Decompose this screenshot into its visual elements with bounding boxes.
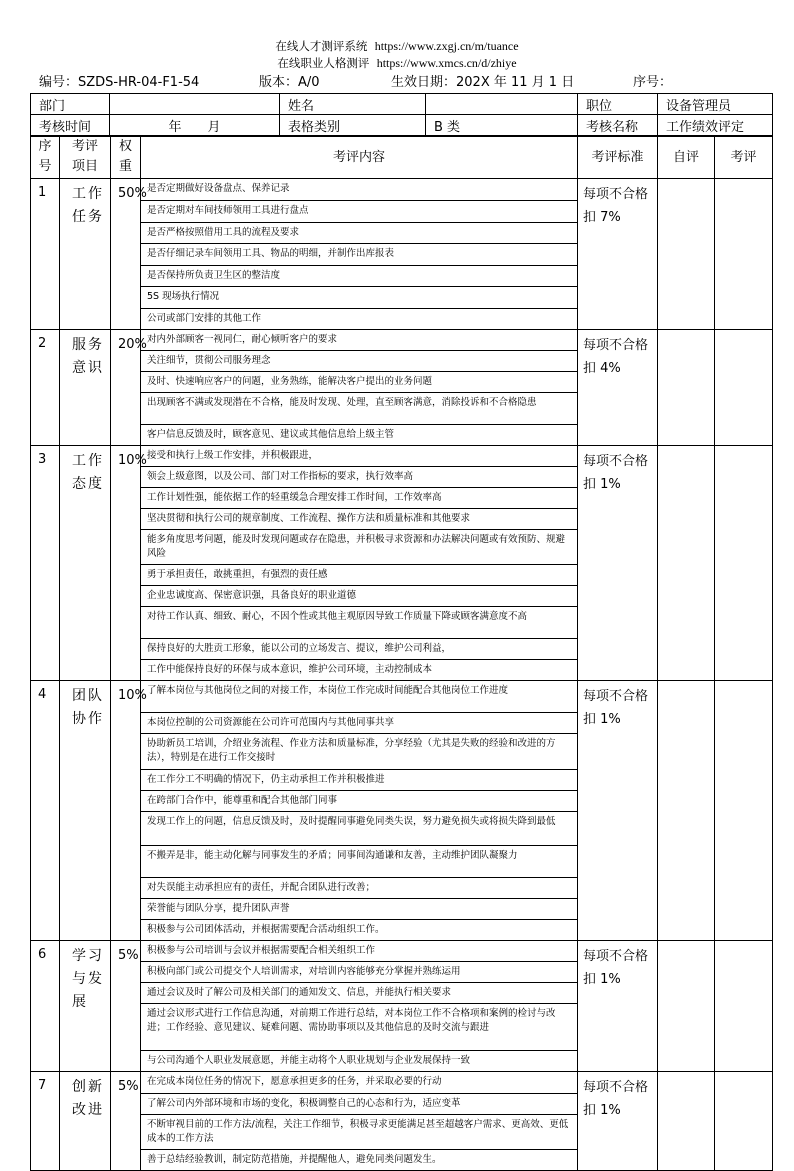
criterion-item: 了解公司内外部环境和市场的变化，积极调整自己的心态和行为，适应变革 [141,1094,577,1115]
criterion-item: 领会上级意图，以及公司、部门对工作指标的要求，执行效率高 [141,467,577,488]
section-name: 创新改进 [60,1072,111,1171]
section-row [31,330,773,446]
col-content: 考评内容 [141,137,578,179]
criterion-item: 工作中能保持良好的环保与成本意识，维护公司环境，主动控制成本 [147,664,433,675]
criterion-item: 保持良好的大胜贡工形象，能以公司的立场发言、提议，维护公司利益， [141,639,577,660]
assess-value: 工作绩效评定 [658,115,773,136]
criterion-item: 通过会议形式进行工作信息沟通，对前期工作进行总结，对本岗位工作不合格项和案例的检讨与改进；工作经验、意见建议、疑难问题、需协助事项以及其他信息的及时交流与跟进 [141,1004,577,1051]
section-weight: 5% [111,1072,141,1171]
self-score-cell[interactable] [658,330,715,446]
formtype-label: 表格类别 [280,115,426,136]
position-label: 职位 [578,94,658,115]
col-item: 考评 项目 [60,137,111,179]
section-items [141,681,578,941]
section-weight: 5% [111,941,141,1072]
criterion-item: 勇于承担责任，敢挑重担，有强烈的责任感 [141,565,577,586]
col-no: 序 号 [31,137,60,179]
section-items [141,1072,578,1171]
section-number: 4 [31,681,60,941]
criterion-item: 积极向部门或公司提交个人培训需求，对培训内容能够充分掌握并熟练运用 [141,962,577,983]
section-row [31,941,773,1072]
review-score-cell[interactable] [715,681,773,941]
criterion-item: 接受和执行上级工作安排，并积极跟进， [141,446,577,467]
doc-serial: 序号： [633,75,673,90]
section-standard: 每项不合格扣 1% [578,446,658,681]
review-score-cell[interactable] [715,446,773,681]
self-score-cell[interactable] [658,179,715,330]
assess-label: 考核名称 [578,115,658,136]
review-score-cell[interactable] [715,941,773,1072]
section-weight: 50% [111,179,141,330]
review-score-cell[interactable] [715,1072,773,1171]
criterion-item: 是否仔细记录车间领用工具、物品的明细，并制作出库报表 [141,244,577,266]
criterion-item: 对失误能主动承担应有的责任，并配合团队进行改善； [141,878,577,899]
criterion-item: 是否定期对车间技师领用工具进行盘点 [141,201,577,223]
dept-label: 部门 [31,94,110,115]
criterion-item: 出现顾客不满或发现潜在不合格，能及时发现、处理，直至顾客满意，消除投诉和不合格隐患 [141,393,577,425]
criterion-item: 关注细节，贯彻公司服务理念 [141,351,577,372]
section-name: 团队协作 [60,681,111,941]
header-label-1: 在线人才测评系统 [275,39,368,53]
info-table [30,93,773,136]
section-items [141,179,578,330]
section-weight: 20% [111,330,141,446]
criterion-item: 及时、快速响应客户的问题，业务熟练，能解决客户提出的业务问题 [141,372,577,393]
position-value: 设备管理员 [658,94,773,115]
criterion-item: 善于总结经验教训，制定防范措施，并提醒他人，避免同类问题发生。 [147,1154,442,1165]
formtype-value: B 类 [426,115,578,136]
criterion-item: 在工作分工不明确的情况下，仍主动承担工作并积极推进 [141,770,577,791]
section-row [31,681,773,941]
section-standard: 每项不合格扣 7% [578,179,658,330]
section-number: 3 [31,446,60,681]
section-name: 工作态度 [60,446,111,681]
col-review: 考评 [715,137,773,179]
section-standard: 每项不合格扣 1% [578,1072,658,1171]
section-items [141,446,578,681]
section-name: 工作任务 [60,179,111,330]
header-url-2[interactable]: https://www.xmcs.cn/d/zhiye [376,56,517,70]
period-value[interactable]: 年 月 [110,115,280,136]
doc-meta-row [39,74,774,92]
header-label-2: 在线职业人格测评 [277,56,370,70]
doc-version: 版本：A/0 [259,75,320,90]
col-standard: 考评标准 [578,137,658,179]
column-header-row [31,137,773,179]
criterion-item: 了解本岗位与其他岗位之间的对接工作，本岗位工作完成时间能配合其他岗位工作进度 [141,681,577,713]
self-score-cell[interactable] [658,1072,715,1171]
section-row [31,1072,773,1171]
section-row [31,446,773,681]
evaluation-table [30,136,773,1171]
section-items [141,330,578,446]
criterion-item: 通过会议及时了解公司及相关部门的通知发文、信息，并能执行相关要求 [141,983,577,1004]
criterion-item: 不搬弄是非，能主动化解与同事发生的矛盾；同事间沟通谦和友善，主动维护团队凝聚力 [141,846,577,878]
criterion-item: 与公司沟通个人职业发展意愿，并能主动将个人职业规划与企业发展保持一致 [147,1055,471,1066]
criterion-item: 发现工作上的问题，信息反馈及时，及时提醒同事避免同类失误，努力避免损失或将损失降到最低 [141,812,577,846]
section-weight: 10% [111,681,141,941]
self-score-cell[interactable] [658,446,715,681]
section-items [141,941,578,1072]
self-score-cell[interactable] [658,681,715,941]
section-number: 6 [31,941,60,1072]
criterion-item: 是否定期做好设备盘点、保养记录 [141,179,577,201]
criterion-item: 不断审视目前的工作方法/流程，关注工作细节，积极寻求更能满足甚至超越客户需求、更高效、更低成本的工作方法 [141,1115,577,1150]
section-standard: 每项不合格扣 1% [578,681,658,941]
section-standard: 每项不合格扣 4% [578,330,658,446]
criterion-item: 在跨部门合作中，能尊重和配合其他部门同事 [141,791,577,812]
criterion-item: 本岗位控制的公司资源能在公司许可范围内与其他同事共享 [141,713,577,734]
doc-effective-date: 生效日期：202X 年 11 月 1 日 [391,75,575,90]
col-self: 自评 [658,137,715,179]
review-score-cell[interactable] [715,179,773,330]
col-weight: 权 重 [111,137,141,179]
section-number: 1 [31,179,60,330]
criterion-item: 积极参与公司培训与会议并根据需要配合相关组织工作 [141,941,577,962]
review-score-cell[interactable] [715,330,773,446]
doc-code: 编号：SZDS-HR-04-F1-54 [39,75,200,90]
criterion-item: 是否保持所负责卫生区的整洁度 [141,266,577,287]
header-line-2 [0,55,794,71]
section-name: 学习与发展 [60,941,111,1072]
header-line-1 [0,38,794,54]
criterion-item: 协助新员工培训，介绍业务流程、作业方法和质量标准，分享经验（尤其是失败的经验和改进的方法），特别是在进行工作交接时 [141,734,577,770]
criterion-item: 企业忠诚度高、保密意识强，具备良好的职业道德 [141,586,577,607]
section-number: 7 [31,1072,60,1171]
section-weight: 10% [111,446,141,681]
name-label: 姓名 [280,94,426,115]
section-row [31,179,773,330]
self-score-cell[interactable] [658,941,715,1072]
section-standard: 每项不合格扣 1% [578,941,658,1072]
criterion-item: 在完成本岗位任务的情况下，愿意承担更多的任务，并采取必要的行动 [141,1072,577,1094]
criterion-item: 对内外部顾客一视同仁，耐心倾听客户的要求 [141,330,577,351]
criterion-item: 对待工作认真、细致、耐心，不因个性或其他主观原因导致工作质量下降或顾客满意度不高 [141,607,577,639]
dept-field[interactable] [110,94,280,115]
criterion-item: 5S 现场执行情况 [141,287,577,309]
criterion-item: 公司或部门安排的其他工作 [147,313,262,324]
section-number: 2 [31,330,60,446]
criterion-item: 积极参与公司团体活动，并根据需要配合活动组织工作。 [147,924,385,935]
criterion-item: 荣誉能与团队分享，提升团队声誉 [141,899,577,920]
section-name: 服务意识 [60,330,111,446]
criterion-item: 客户信息反馈及时，顾客意见、建议或其他信息给上级主管 [147,429,395,440]
criterion-item: 是否严格按照借用工具的流程及要求 [141,223,577,244]
name-field[interactable] [426,94,578,115]
criterion-item: 坚决贯彻和执行公司的规章制度、工作流程、操作方法和质量标准和其他要求 [141,509,577,530]
header-url-1[interactable]: https://www.zxgj.cn/m/tuance [374,39,519,53]
criterion-item: 工作计划性强，能依据工作的轻重缓急合理安排工作时间，工作效率高 [141,488,577,509]
period-label: 考核时间 [31,115,110,136]
criterion-item: 能多角度思考问题，能及时发现问题或存在隐患，并积极寻求资源和办法解决问题或有效预防、规避风险 [141,530,577,565]
